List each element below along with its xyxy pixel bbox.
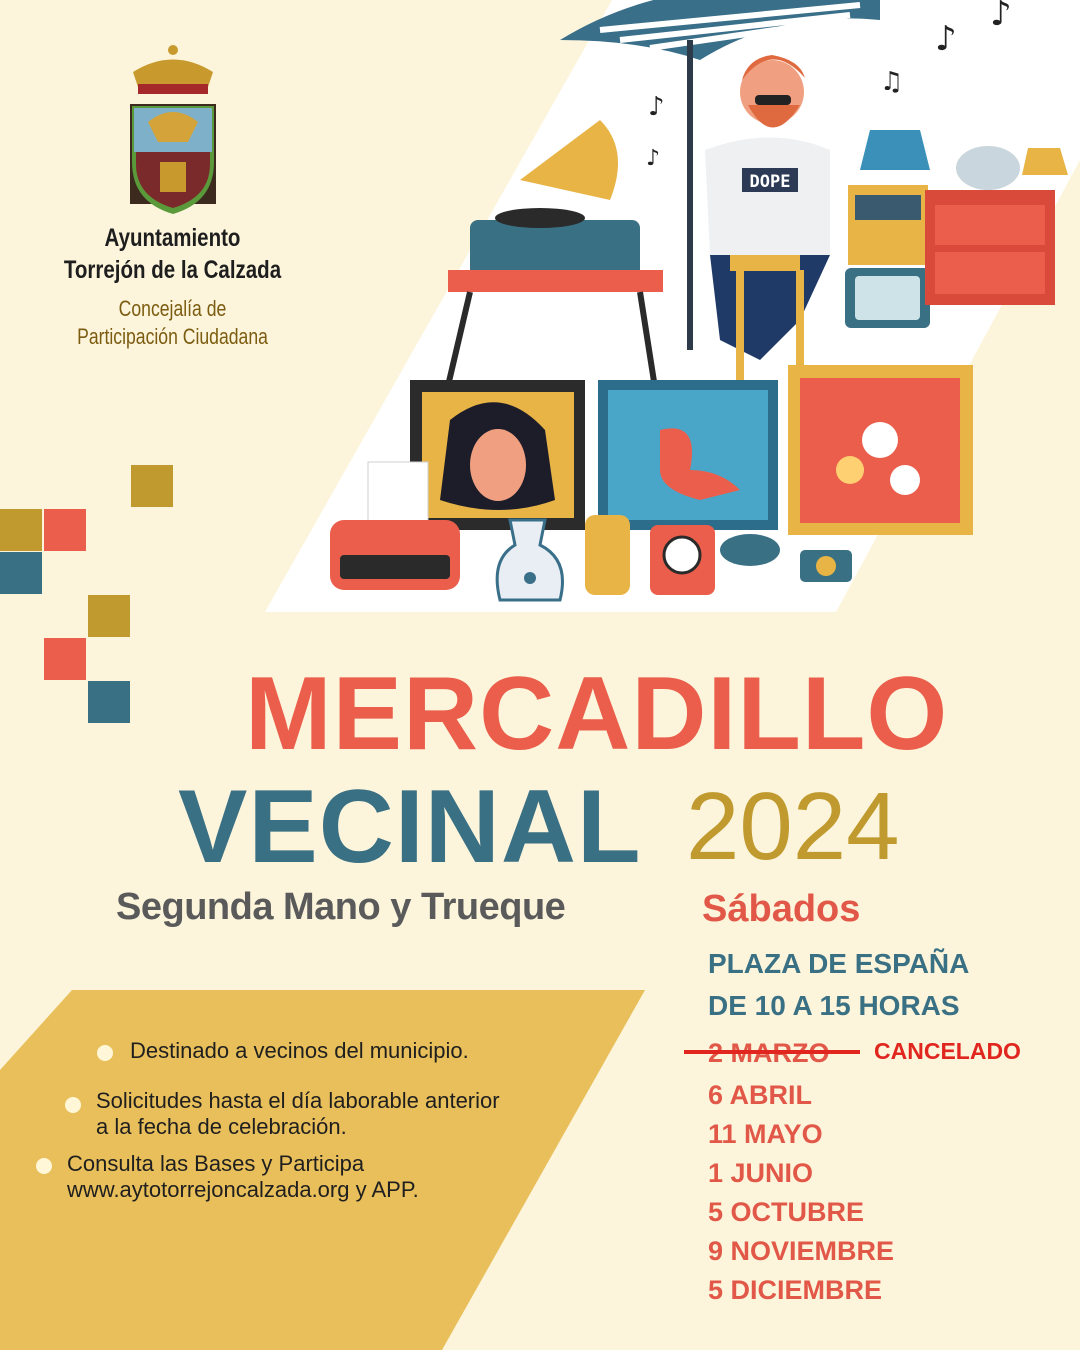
svg-text:♪: ♪ — [990, 0, 1012, 34]
svg-text:♪: ♪ — [935, 19, 957, 59]
org-name-line1: Ayuntamiento — [104, 224, 241, 252]
info-bullet-2-line1: Solicitudes hasta el día laborable anterior — [96, 1088, 500, 1113]
event-date: 11 MAYO — [708, 1119, 823, 1149]
main-title-line1: MERCADILLO — [245, 656, 949, 772]
svg-text:♪: ♪ — [646, 146, 661, 171]
location-text: PLAZA DE ESPAÑA — [708, 948, 970, 979]
days-label: Sábados — [702, 888, 861, 930]
decor-square — [88, 595, 130, 637]
event-date: 5 DICIEMBRE — [708, 1275, 883, 1305]
department-line1: Concejalía de — [118, 296, 227, 321]
hours-text: DE 10 A 15 HORAS — [708, 990, 960, 1021]
org-name-line2: Torrejón de la Calzada — [63, 256, 282, 284]
main-title-year: 2024 — [686, 773, 900, 880]
info-bullet-3-line1: Consulta las Bases y Participa — [67, 1151, 365, 1176]
flamingo-frame-icon — [598, 380, 778, 530]
event-date: 6 ABRIL — [708, 1080, 813, 1110]
subtitle: Segunda Mano y Trueque — [116, 886, 566, 928]
bullet-dot — [97, 1045, 113, 1061]
bullet-dot — [65, 1097, 81, 1113]
shirt-text: DOPE — [749, 172, 791, 192]
event-date: 5 OCTUBRE — [708, 1197, 865, 1227]
decor-square — [0, 509, 42, 551]
decor-square — [0, 552, 42, 594]
decor-square — [131, 465, 173, 507]
strikethrough-line — [684, 1050, 860, 1054]
svg-text:♪: ♪ — [648, 92, 665, 122]
bullet-dot — [36, 1158, 52, 1174]
event-date: 1 JUNIO — [708, 1158, 814, 1188]
clock-icon — [650, 525, 715, 595]
main-title-line2: VECINAL — [178, 769, 642, 885]
coat-of-arms-logo — [118, 42, 228, 217]
cancelled-label: CANCELADO — [874, 1038, 1021, 1064]
decor-square — [44, 638, 86, 680]
camera-icon — [800, 550, 852, 582]
jar-icon — [585, 515, 630, 595]
info-bullet-1: Destinado a vecinos del municipio. — [130, 1038, 469, 1063]
decor-square — [88, 681, 130, 723]
info-bullet-2-line2: a la fecha de celebración. — [96, 1114, 347, 1139]
pot-icon — [720, 534, 780, 566]
decor-square — [44, 509, 86, 551]
info-bullet-3-line2: www.aytotorrejoncalzada.org y APP. — [67, 1177, 419, 1202]
event-date: 9 NOVIEMBRE — [708, 1236, 895, 1266]
department-line2: Participación Ciudadana — [77, 324, 268, 349]
floral-frame-icon — [788, 365, 973, 535]
portrait-frame-icon — [410, 380, 585, 530]
svg-text:♫: ♫ — [880, 67, 904, 97]
